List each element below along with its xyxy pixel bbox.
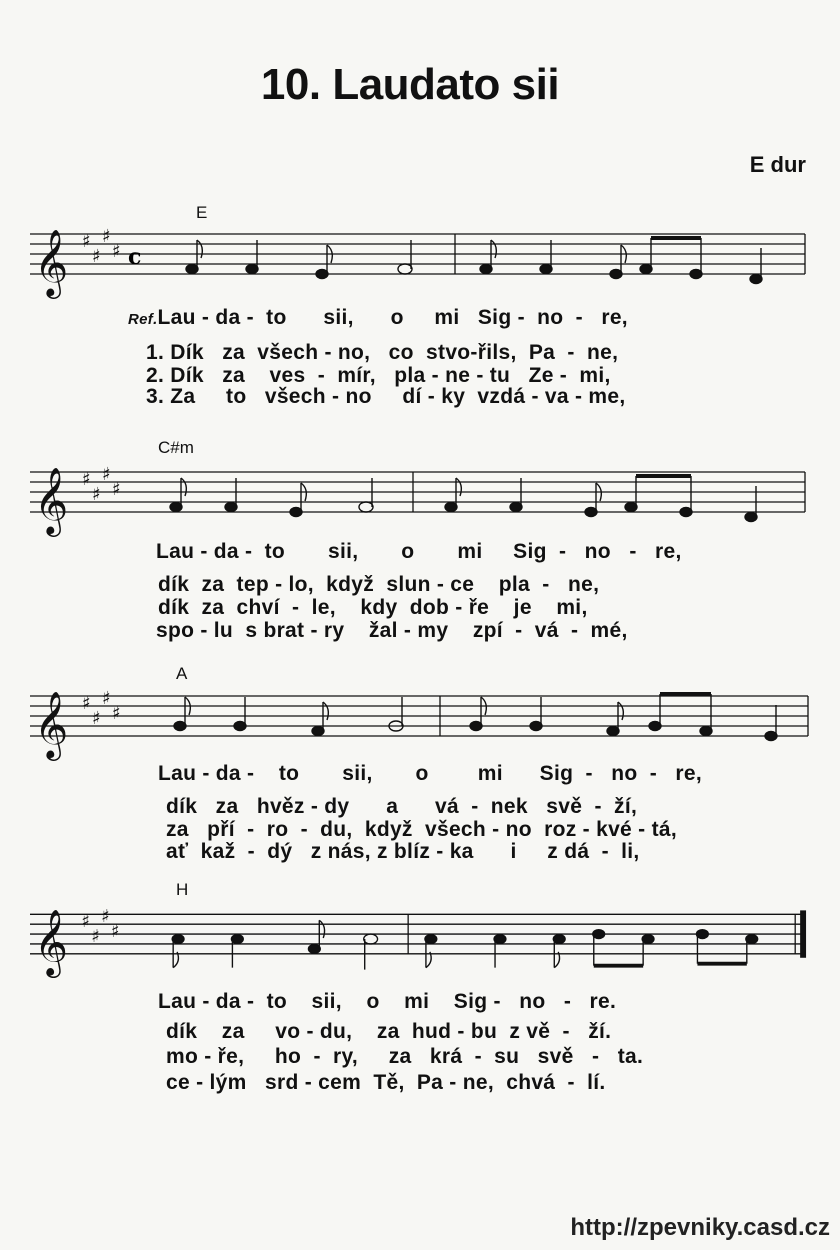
lyric-line: dík za chví - le, kdy dob - ře je mi,: [158, 596, 588, 619]
lyric-line: Lau - da - to sii, o mi Sig - no - re.: [158, 990, 617, 1013]
svg-text:𝄞: 𝄞: [34, 466, 69, 534]
chord-label: C#m: [158, 438, 194, 457]
lyric-line: 2. Dík za ves - mír, pla - ne - tu Ze - mi,: [146, 364, 611, 387]
svg-text:♯: ♯: [81, 912, 90, 933]
lyric-line: za pří - ro - du, když všech - no roz - kvé - tá,: [166, 818, 677, 841]
lyric-line: Lau - da - to sii, o mi Sig - no - re,: [158, 762, 703, 785]
refrain-label: Ref.: [128, 311, 158, 328]
lyric-line: [128, 306, 628, 330]
source-url: http://zpevniky.casd.cz: [570, 1214, 830, 1241]
svg-text:♯: ♯: [92, 484, 101, 505]
lyric-line: ce - lým srd - cem Tě, Pa - ne, chvá - lí.: [166, 1071, 606, 1094]
svg-text:♯: ♯: [82, 231, 91, 252]
lyric-line: 1. Dík za všech - no, co stvo-řils, Pa - ne,: [146, 341, 619, 364]
svg-text:♯: ♯: [101, 907, 110, 928]
lyric-line: ať kaž - dý z nás, z blíz - ka i z dá - li,: [166, 840, 640, 863]
lyric-line: Lau - da - to sii, o mi Sig - no - re,: [156, 540, 682, 563]
music-staff: [30, 458, 810, 538]
lyric-line: 3. Za to všech - no dí - ky vzdá - va - me,: [146, 385, 626, 408]
svg-text:♯: ♯: [92, 708, 101, 729]
lyric-text: Lau - da - to sii, o mi Sig - no - re,: [157, 306, 628, 329]
music-staff: [30, 900, 810, 980]
lyric-line: dík za vo - du, za hud - bu z vě - ží.: [166, 1020, 612, 1043]
chord-label: E: [196, 203, 208, 222]
lyric-line: dík za tep - lo, když slun - ce pla - ne,: [158, 573, 600, 596]
svg-text:c: c: [128, 244, 142, 270]
svg-text:♯: ♯: [82, 693, 91, 714]
svg-text:♯: ♯: [110, 922, 120, 943]
lyric-line: dík za hvěz - dy a vá - nek svě - ží,: [166, 795, 638, 818]
svg-text:♯: ♯: [102, 226, 111, 247]
svg-text:♯: ♯: [102, 688, 111, 709]
chord-label: A: [176, 664, 188, 683]
svg-text:♯: ♯: [91, 926, 100, 947]
chord-label: H: [176, 880, 189, 899]
lyric-line: mo - ře, ho - ry, za krá - su svě - ta.: [166, 1045, 644, 1068]
svg-text:𝄞: 𝄞: [34, 228, 69, 296]
svg-text:♯: ♯: [112, 241, 121, 262]
song-key: E dur: [749, 152, 806, 177]
music-staff: [30, 682, 810, 762]
svg-text:♯: ♯: [112, 479, 121, 500]
lyric-line: spo - lu s brat - ry žal - my zpí - vá - mé,: [156, 619, 628, 642]
song-title: 10. Laudato sii: [260, 60, 560, 109]
svg-text:𝄞: 𝄞: [34, 690, 69, 758]
svg-text:♯: ♯: [112, 703, 121, 724]
svg-text:♯: ♯: [82, 469, 91, 490]
svg-text:♯: ♯: [102, 464, 111, 485]
svg-text:♯: ♯: [92, 246, 101, 267]
svg-text:𝄞: 𝄞: [33, 908, 68, 976]
music-staff: [30, 220, 810, 300]
